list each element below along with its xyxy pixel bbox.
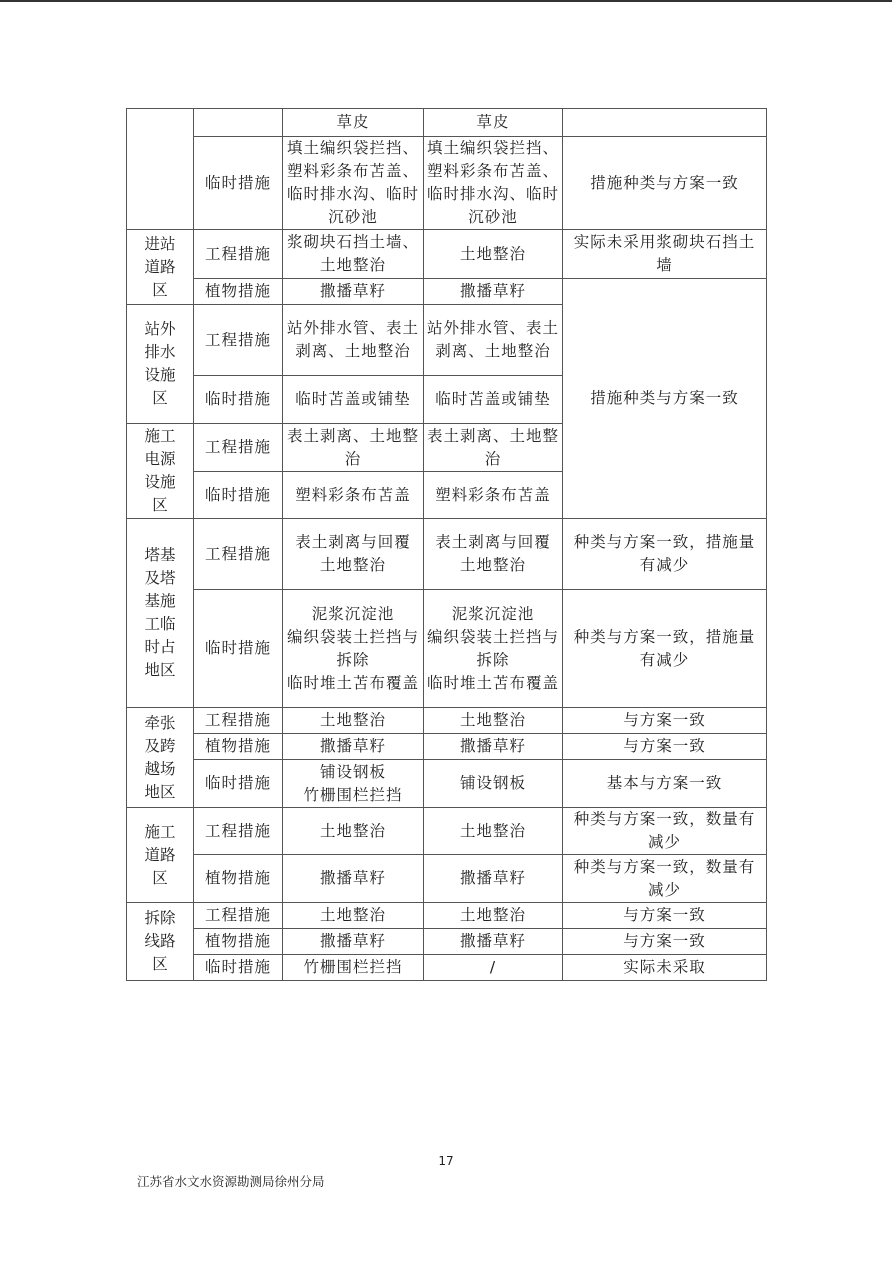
area-cell: 施工电源设施区: [127, 424, 194, 519]
area-cell: 进站道路区: [127, 230, 194, 305]
actual-measure-line: 编织袋装土拦挡与拆除: [427, 627, 560, 669]
measure-type-cell: 临时措施: [194, 472, 283, 519]
plan-measure-line: 表土剥离与回覆: [295, 533, 411, 551]
actual-measure-line: 土地整治: [459, 556, 526, 574]
plan-measure-cell: 撒播草籽: [283, 734, 424, 760]
measure-type-cell: 植物措施: [194, 929, 283, 955]
measure-type-cell: 工程措施: [194, 708, 283, 734]
plan-measure-cell: 土地整治: [283, 903, 424, 929]
plan-measure-cell: 草皮: [283, 109, 424, 137]
comparison-note-cell: [563, 109, 767, 137]
measure-type-cell: 临时措施: [194, 760, 283, 808]
area-cell: [127, 109, 194, 230]
page-number: 17: [438, 1154, 454, 1168]
plan-measure-cell: 临时苫盖或铺垫: [283, 376, 424, 424]
area-cell: 塔基及塔基施工临时占地区: [127, 519, 194, 708]
plan-measure-cell: 浆砌块石挡土墙、土地整治: [283, 230, 424, 279]
measure-type-cell: 临时措施: [194, 376, 283, 424]
measure-type-cell: 临时措施: [194, 590, 283, 708]
table-row: [127, 279, 767, 305]
plan-measure-cell: 塑料彩条布苫盖: [283, 472, 424, 519]
actual-measure-cell: /: [424, 955, 563, 981]
plan-measure-cell: [283, 760, 424, 808]
footer-organization: 江苏省水文水资源勘测局徐州分局: [137, 1174, 325, 1189]
actual-measure-line: 泥浆沉淀池: [451, 604, 535, 623]
plan-measure-line: 编织袋装土拦挡与拆除: [286, 627, 419, 669]
table-row: [127, 109, 767, 137]
measure-type-cell: 植物措施: [194, 734, 283, 760]
actual-measure-cell: 土地整治: [424, 708, 563, 734]
area-cell: 站外排水设施区: [127, 305, 194, 424]
actual-measure-cell: 土地整治: [424, 903, 563, 929]
comparison-note-cell: 种类与方案一致，措施量有减少: [563, 519, 767, 590]
comparison-note-cell: 实际未采用浆砌块石挡土墙: [563, 230, 767, 279]
measure-type-cell: 植物措施: [194, 279, 283, 305]
comparison-note-cell: 措施种类与方案一致: [563, 137, 767, 230]
plan-measure-cell: 撒播草籽: [283, 929, 424, 955]
measures-comparison-table: [126, 108, 767, 981]
table-row: [127, 708, 767, 734]
comparison-note-cell: 种类与方案一致，措施量有减少: [563, 590, 767, 708]
actual-measure-cell: 填土编织袋拦挡、塑料彩条布苫盖、临时排水沟、临时沉砂池: [424, 137, 563, 230]
page-top-rule: [0, 0, 892, 2]
table-row: [127, 519, 767, 590]
plan-measure-cell: 撒播草籽: [283, 855, 424, 903]
plan-measure-cell: 表土剥离、土地整治: [283, 424, 424, 472]
comparison-note-cell: 基本与方案一致: [563, 760, 767, 808]
actual-measure-line: 临时堆土苫布覆盖: [427, 673, 560, 692]
comparison-note-cell: 与方案一致: [563, 734, 767, 760]
plan-measure-line: 铺设钢板: [319, 762, 386, 781]
actual-measure-cell: 撒播草籽: [424, 855, 563, 903]
actual-measure-cell: 撒播草籽: [424, 929, 563, 955]
table-row: [127, 230, 767, 279]
area-cell: 施工道路区: [127, 808, 194, 903]
comparison-note-cell: 种类与方案一致，数量有减少: [563, 855, 767, 903]
plan-measure-cell: 土地整治: [283, 708, 424, 734]
measure-type-cell: 工程措施: [194, 519, 283, 590]
actual-measure-cell: 铺设钢板: [424, 760, 563, 808]
plan-measure-line: 临时堆土苫布覆盖: [286, 673, 419, 692]
plan-measure-line: 竹栅围栏拦挡: [303, 785, 403, 804]
plan-measure-line: 土地整治: [319, 556, 386, 574]
plan-measure-cell: 竹栅围栏拦挡: [283, 955, 424, 981]
comparison-note-cell: 与方案一致: [563, 903, 767, 929]
measure-type-cell: 植物措施: [194, 855, 283, 903]
table-row: [127, 955, 767, 981]
actual-measure-cell: 塑料彩条布苫盖: [424, 472, 563, 519]
measure-type-cell: [194, 109, 283, 137]
table-row: [127, 929, 767, 955]
plan-measure-cell: 站外排水管、表土剥离、土地整治: [283, 305, 424, 376]
plan-measure-cell: 土地整治: [283, 808, 424, 855]
actual-measure-cell: 站外排水管、表土剥离、土地整治: [424, 305, 563, 376]
actual-measure-cell: 撒播草籽: [424, 734, 563, 760]
area-cell: 牵张及跨越场地区: [127, 708, 194, 808]
table-row: [127, 760, 767, 808]
measure-type-cell: 临时措施: [194, 137, 283, 230]
actual-measure-cell: [424, 519, 563, 590]
plan-measure-cell: [283, 519, 424, 590]
actual-measure-cell: 撒播草籽: [424, 279, 563, 305]
actual-measure-line: 表土剥离与回覆: [435, 533, 551, 551]
actual-measure-cell: 临时苫盖或铺垫: [424, 376, 563, 424]
actual-measure-cell: [424, 590, 563, 708]
actual-measure-cell: 草皮: [424, 109, 563, 137]
measure-type-cell: 工程措施: [194, 808, 283, 855]
table-row: [127, 808, 767, 855]
comparison-note-cell: 实际未采取: [563, 955, 767, 981]
measure-type-cell: 工程措施: [194, 230, 283, 279]
table-row: [127, 590, 767, 708]
comparison-note-cell: 与方案一致: [563, 708, 767, 734]
measure-type-cell: 工程措施: [194, 424, 283, 472]
comparison-note-cell: 种类与方案一致，数量有减少: [563, 808, 767, 855]
measure-type-cell: 工程措施: [194, 903, 283, 929]
area-cell: 拆除线路区: [127, 903, 194, 981]
plan-measure-line: 泥浆沉淀池: [311, 604, 395, 623]
actual-measure-cell: 表土剥离、土地整治: [424, 424, 563, 472]
table-row: [127, 855, 767, 903]
comparison-note-cell: 与方案一致: [563, 929, 767, 955]
table-row: [127, 903, 767, 929]
table-row: [127, 137, 767, 230]
table-row: [127, 734, 767, 760]
actual-measure-cell: 土地整治: [424, 230, 563, 279]
measure-type-cell: 临时措施: [194, 955, 283, 981]
comparison-note-cell: 措施种类与方案一致: [563, 279, 767, 519]
actual-measure-cell: 土地整治: [424, 808, 563, 855]
plan-measure-cell: 填土编织袋拦挡、塑料彩条布苫盖、临时排水沟、临时沉砂池: [283, 137, 424, 230]
measure-type-cell: 工程措施: [194, 305, 283, 376]
plan-measure-cell: [283, 590, 424, 708]
plan-measure-cell: 撒播草籽: [283, 279, 424, 305]
